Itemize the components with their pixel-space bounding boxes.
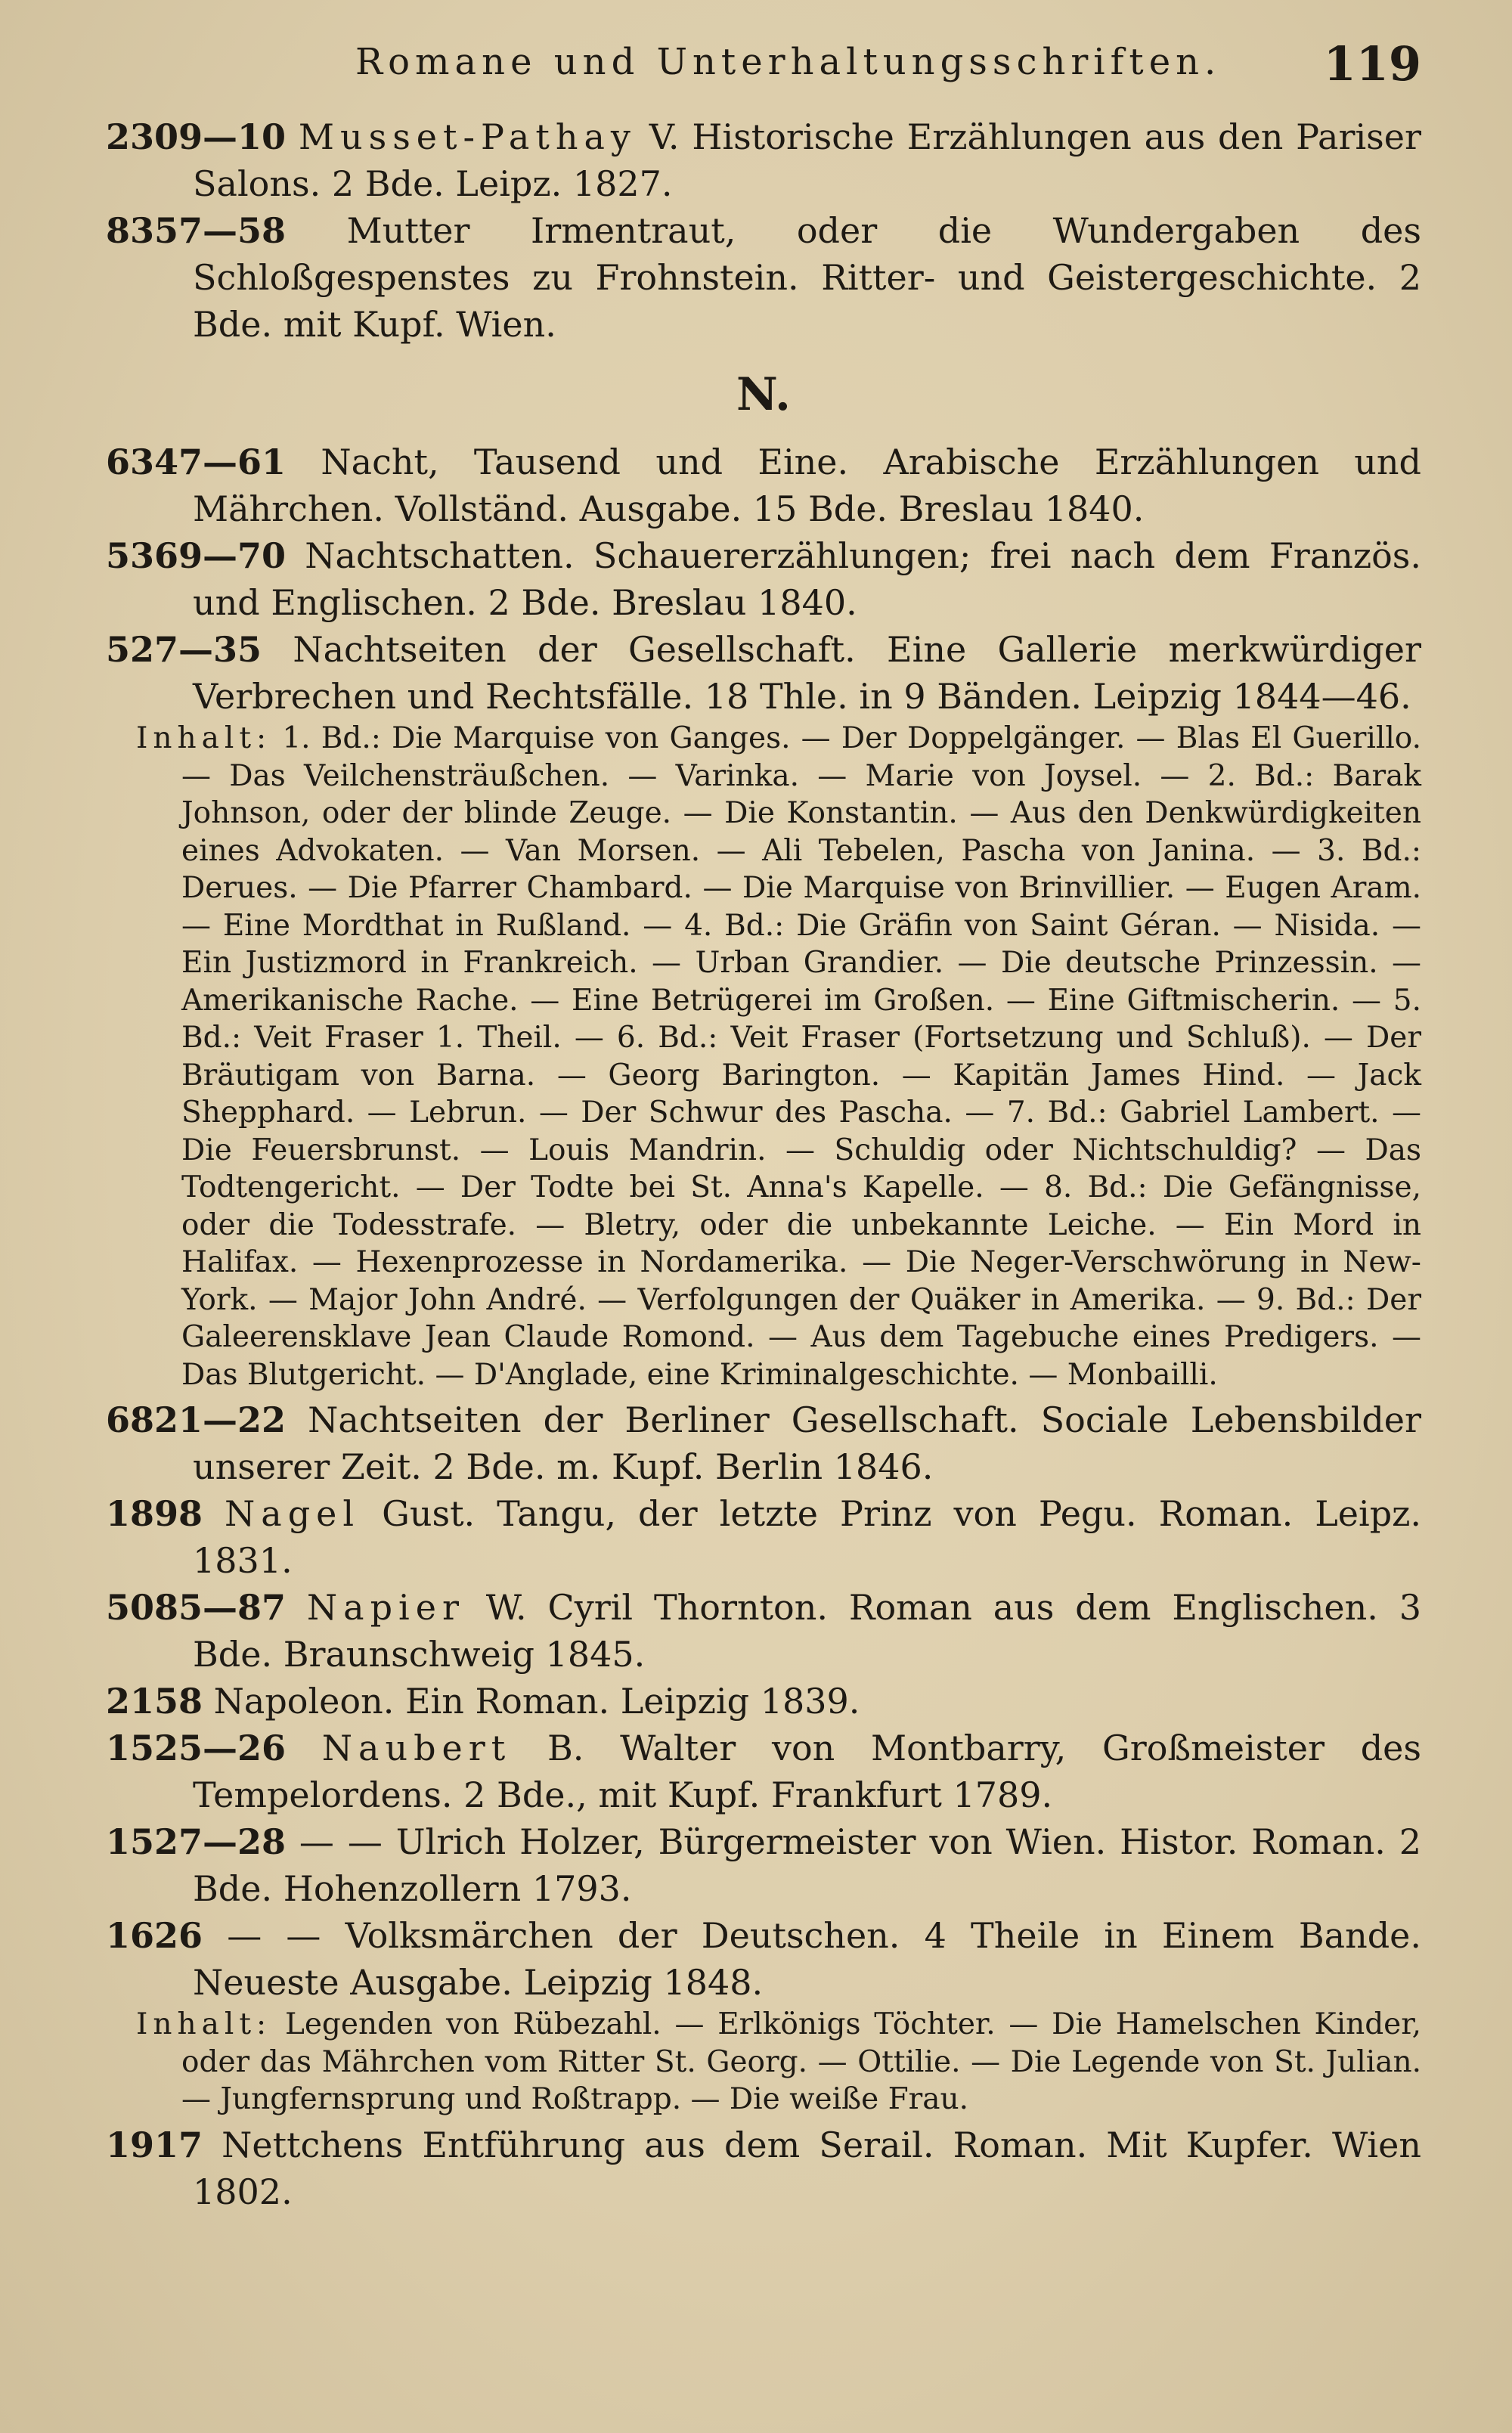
section-letter-heading: N. [736, 368, 791, 421]
author-name: Musset-Pathay [298, 116, 637, 157]
author-name: Napier [306, 1587, 465, 1628]
catalog-entry: 8357—58 Mutter Irmentraut, oder die Wundergaben des Schloßgespenstes zu Frohnstein. Ritter- und Geistergeschichte. 2 Bde. mit Kupf. Wien. [106, 210, 1421, 345]
contents-note: Inhalt: Legenden von Rübezahl. — Erlkönigs Töchter. — Die Hamelschen Kinder, oder das Mährchen vom Ritter St. Georg. — Ottilie. — Die Legende von St. Julian. — Jungfernsprung und Roßtrapp. — Die weiße Frau. [136, 2007, 1421, 2116]
catalog-entry: 1898 Nagel Gust. Tangu, der letzte Prinz von Pegu. Roman. Leipz. 1831. [106, 1493, 1422, 1581]
author-name: Nagel [225, 1493, 361, 1534]
catalog-entry: 527—35 Nachtseiten der Gesellschaft. Eine Gallerie merkwürdiger Verbrechen und Rechtsfälle. 18 Thle. in 9 Bänden. Leipzig 1844—46. [106, 629, 1421, 717]
catalog-entry: 1527—28 — — Ulrich Holzer, Bürgermeister von Wien. Histor. Roman. 2 Bde. Hohenzollern 1793. [106, 1821, 1421, 1909]
contents-note: Inhalt: 1. Bd.: Die Marquise von Ganges. — Der Doppelgänger. — Blas El Guerillo. — Das Veilchensträußchen. — Varinka. — Marie von Joysel. — 2. Bd.: Barak Johnson, oder der blinde Zeuge. — Die Konstantin. — Aus den Denkwürdigkeiten eines Advokaten. — Van Morsen. — Ali Tebelen, Pascha von Janina. — 3. Bd.: Derues. — Die Pfarrer Chambard. — Die Marquise von Brinvillier. — Eugen Aram. — Eine Mordthat in Rußland. — 4. Bd.: Die Gräfin von Saint Géran. — Nisida. — Ein Justizmord in Frankreich. — Urban Grandier. — Die deutsche Prinzessin. — Amerikanische Rache. — Eine Betrügerei im Großen. — Eine Giftmischerin. — 5. Bd.: Veit Fraser 1. Theil. — 6. Bd.: Veit Fraser (Fortsetzung und Schluß). — Der Bräutigam von Barna. — Georg Barington. — Kapitän James Hind. — Jack Shepphard. — Lebrun. — Der Schwur des Pascha. — 7. Bd.: Gabriel Lambert. — Die Feuersbrunst. — Louis Mandrin. — Schuldig oder Nichtschuldig? — Das Todtengericht. — Der Todte bei St. Anna's Kapelle. — 8. Bd.: Die Gefängnisse, oder die Todesstrafe. — Bletry, oder die unbekannte Leiche. — Ein Mord in Halifax. — Hexenprozesse in Nordamerika. — Die Neger-Verschwörung in New-York. — Major John André. — Verfolgungen der Quäker in Amerika. — 9. Bd.: Der Galeerensklave Jean Claude Romond. — Aus dem Tagebuche eines Predigers. — Das Blutgericht. — D'Anglade, eine Kriminalgeschichte. — Monbailli. [136, 721, 1421, 1392]
catalog-entry: 6821—22 Nachtseiten der Berliner Gesellschaft. Sociale Lebensbilder unserer Zeit. 2 Bde. m. Kupf. Berlin 1846. [106, 1399, 1421, 1487]
catalog-entry: 1917 Nettchens Entführung aus dem Serail. Roman. Mit Kupfer. Wien 1802. [106, 2124, 1421, 2212]
contents-label: Inhalt: [136, 2007, 272, 2041]
running-title: Romane und Unterhaltungsschriften. [355, 41, 1222, 83]
page-header [355, 36, 1421, 97]
page-number: 119 [1323, 36, 1421, 91]
catalog-listing [106, 113, 1421, 2215]
catalog-entry: 5085—87 Napier W. Cyril Thornton. Roman aus dem Englischen. 3 Bde. Braunschweig 1845. [106, 1587, 1422, 1675]
catalog-entry: 5369—70 Nachtschatten. Schauererzählungen; frei nach dem Französ. und Englischen. 2 Bde. Breslau 1840. [106, 535, 1421, 623]
catalog-entry: 1525—26 Naubert B. Walter von Montbarry, Großmeister des Tempelordens. 2 Bde., mit Kupf. Frankfurt 1789. [106, 1728, 1421, 1815]
catalog-entry: 2158 Napoleon. Ein Roman. Leipzig 1839. [106, 1681, 860, 1722]
contents-label: Inhalt: [136, 721, 272, 755]
catalog-entry: 2309—10 Musset-Pathay V. Historische Erzählungen aus den Pariser Salons. 2 Bde. Leipz. 1827. [106, 116, 1421, 204]
author-name: Naubert [321, 1728, 512, 1768]
catalog-entry: 6347—61 Nacht, Tausend und Eine. Arabische Erzählungen und Mährchen. Vollständ. Ausgabe. 15 Bde. Breslau 1840. [106, 442, 1421, 529]
catalog-entry: 1626 — — Volksmärchen der Deutschen. 4 Theile in Einem Bande. Neueste Ausgabe. Leipzig 1848. [106, 1915, 1421, 2003]
